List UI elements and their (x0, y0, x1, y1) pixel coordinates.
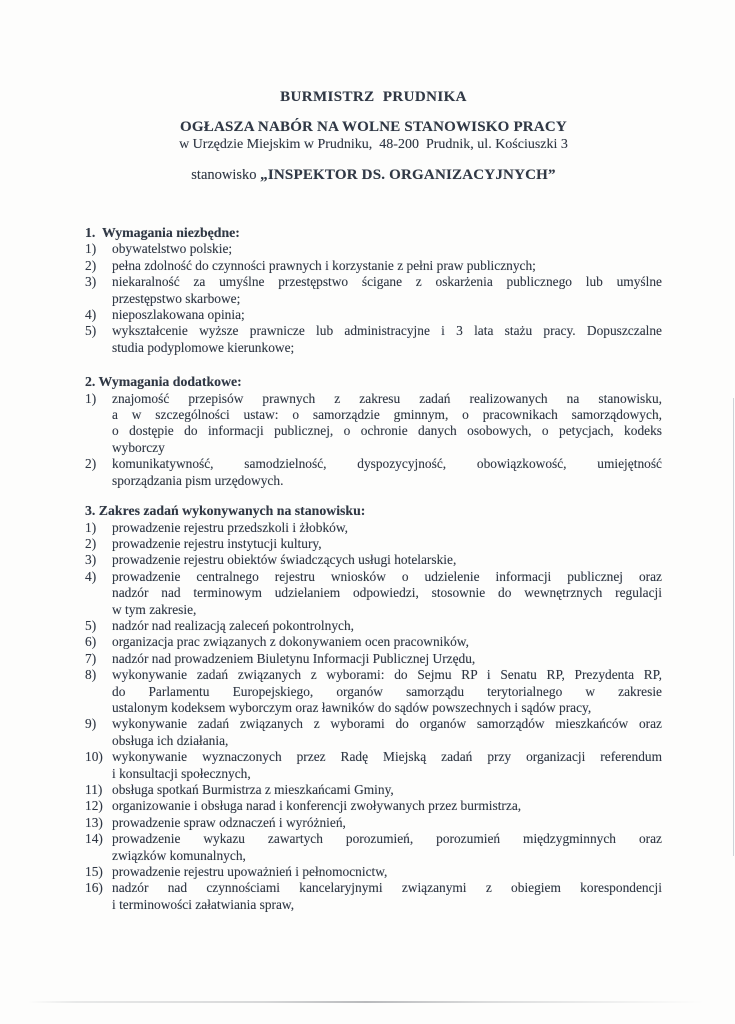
document-issuer: BURMISTRZ PRUDNIKA (280, 89, 467, 105)
list-item-line: obsługa spotkań Burmistrza z mieszkańcami Gminy, (112, 782, 394, 797)
list-item-number: 6) (85, 634, 97, 650)
list-item (85, 864, 662, 880)
list-item-line: w tym zakresie, (112, 601, 197, 617)
list-item (85, 618, 662, 634)
list-item (85, 391, 662, 457)
list-item-number: 7) (85, 650, 97, 666)
list-item (85, 651, 662, 667)
section-heading: 3. Zakres zadań wykonywanych na stanowisku: (85, 503, 366, 519)
list-item-line: i konsultacji społecznych, (112, 765, 251, 781)
list-item (85, 815, 662, 831)
list-item-number: 12) (85, 798, 103, 814)
list-item-line: pełna zdolność do czynności prawnych i korzystanie z pełni praw publicznych; (112, 257, 536, 273)
list-item-line: wykonywanie zadań związanych z wyborami: do Sejmu RP i Senatu RP, Prezydenta RP, (112, 667, 662, 683)
list-item-text (112, 782, 662, 798)
list-item-text (112, 667, 662, 716)
list-item-text (112, 274, 662, 307)
list-item-line: ustalonym kodeksem wyborczym oraz ławników do sądów powszechnych i sądów pracy, (112, 699, 592, 715)
list-item-number: 16) (85, 880, 103, 896)
list-item-line: prowadzenie spraw odznaczeń i wyróżnień, (112, 814, 346, 830)
list-item-number: 10) (85, 749, 103, 765)
list-item (85, 667, 662, 716)
list-item-line: sporządzania pism urzędowych. (112, 472, 284, 488)
list-item-line: organizacja prac związanych z dokonywaniem ocen pracowników, (112, 634, 469, 650)
list-item-number: 5) (85, 323, 97, 339)
list-item-line: prowadzenie rejestru obiektów świadczących usługi hotelarskie, (112, 552, 457, 568)
list-item-number: 13) (85, 814, 103, 830)
list-item (85, 258, 662, 274)
section-heading: 2. Wymagania dodatkowe: (85, 374, 242, 390)
list-item-line: nadzór nad prowadzeniem Biuletynu Informacji Publicznej Urzędu, (112, 650, 476, 666)
list-item-number: 1) (85, 519, 97, 535)
list-item-number: 4) (85, 307, 97, 323)
list-item-number: 11) (85, 782, 103, 797)
list-item-number: 4) (85, 568, 97, 584)
list-item (85, 782, 662, 798)
list-item (85, 520, 662, 536)
section-additional-requirements (85, 374, 662, 489)
list-item-number: 2) (85, 456, 97, 472)
list-item (85, 831, 662, 864)
office-address: w Urzędzie Miejskim w Prudniku, 48-200 Prudnik, ul. Kościuszki 3 (179, 137, 568, 152)
list-item-text (112, 456, 662, 489)
list-item-line: nadzór nad czynnościami kancelaryjnymi związanymi z obiegiem korespondencji (112, 880, 662, 896)
list-item-text (112, 815, 662, 831)
announcement-title: OGŁASZA NABÓR NA WOLNE STANOWISKO PRACY (180, 119, 567, 135)
list-item-line: obsługa ich działania, (112, 732, 229, 748)
list-item-text (112, 323, 662, 356)
list-item-number: 1) (85, 241, 97, 257)
list-item-line: nadzór nad realizacją zaleceń pokontrolnych, (112, 617, 355, 633)
document-content (85, 88, 662, 913)
list-item-line: o dostępie do informacji publicznej, o ochronie danych osobowych, o petycjach, kodeks (112, 423, 662, 439)
list-item-line: i terminowości załatwiania spraw, (112, 896, 295, 912)
list-item-line: nieposzlakowana opinia; (112, 307, 245, 323)
list-item-number: 2) (85, 535, 97, 551)
list-item-number: 15) (85, 864, 103, 880)
position-line (85, 166, 662, 184)
list-item-text (112, 618, 662, 634)
list-item-text (112, 307, 662, 323)
list-item (85, 536, 662, 552)
list-item-line: niekaralność za umyślne przestępstwo ścigane z oskarżenia publicznego lub umyślne (112, 274, 662, 290)
list-item-line: komunikatywność, samodzielność, dyspozycyjność, obowiązkowość, umiejętność (112, 456, 662, 472)
list-item (85, 798, 662, 814)
list-item-line: prowadzenie rejestru upoważnień i pełnomocnictw, (112, 864, 388, 880)
list-item-line: prowadzenie rejestru instytucji kultury, (112, 535, 322, 551)
list-item-number: 3) (85, 552, 97, 568)
list-item-line: wykonywanie wyznaczonych przez Radę Miejską zadań przy organizacji referendum (112, 749, 662, 765)
scan-edge-artifact (733, 398, 735, 856)
list-item-line: do Parlamentu Europejskiego, organów samorządu terytorialnego w zakresie (112, 683, 662, 699)
list-item (85, 716, 662, 749)
list-item-number: 2) (85, 257, 97, 273)
list-item-number: 5) (85, 617, 97, 633)
section-duties (85, 503, 662, 913)
list-item-number: 3) (85, 274, 97, 290)
list-item-text (112, 391, 662, 457)
list-item (85, 880, 662, 913)
scan-fold-line-artifact (28, 1001, 704, 1003)
list-item-line: organizowanie i obsługa narad i konferencji zwoływanych przez burmistrza, (112, 798, 522, 814)
list-item (85, 307, 662, 323)
list-item-text (112, 520, 662, 536)
list-item-line: prowadzenie wykazu zawartych porozumień, porozumień międzygminnych oraz (112, 831, 662, 847)
list-item-line: wykonywanie zadań związanych z wyborami do organów samorządów mieszkańców oraz (112, 716, 662, 732)
list-item-line: studia podyplomowe kierunkowe; (112, 339, 295, 355)
list-item-line: prowadzenie centralnego rejestru wniosków o udzielenie informacji publicznej oraz (112, 568, 662, 584)
list-item-line: znajomość przepisów prawnych z zakresu zadań realizowanych na stanowisku, (112, 390, 662, 406)
list-item-text (112, 749, 662, 782)
list-item-line: prowadzenie rejestru przedszkoli i żłobków, (112, 519, 348, 535)
list-item (85, 552, 662, 568)
list-item-number: 1) (85, 390, 97, 406)
list-item-text (112, 864, 662, 880)
list-item-text (112, 880, 662, 913)
list-item-text (112, 258, 662, 274)
list-item (85, 274, 662, 307)
list-item (85, 241, 662, 257)
section-heading: 1. Wymagania niezbędne: (85, 225, 240, 240)
list-item-text (112, 552, 662, 568)
position-name: „INSPEKTOR DS. ORGANIZACYJNYCH” (260, 167, 556, 183)
list-item-line: wyborczy (112, 439, 165, 455)
list-item-text (112, 798, 662, 814)
list-item-line: a w szczególności ustaw: o samorządzie gminnym, o pracownikach samorządowych, (112, 407, 662, 423)
list-item-text (112, 569, 662, 618)
list-item-line: wykształcenie wyższe prawnicze lub administracyjne i 3 lata stażu pracy. Dopuszczalne (112, 323, 662, 339)
list-item-text (112, 831, 662, 864)
list-item (85, 323, 662, 356)
position-prefix: stanowisko (191, 167, 261, 183)
list-item-text (112, 536, 662, 552)
list-item-line: związków komunalnych, (112, 847, 246, 863)
list-item-text (112, 241, 662, 257)
list-item-number: 14) (85, 831, 103, 847)
list-item-line: przestępstwo skarbowe; (112, 290, 241, 306)
list-item (85, 569, 662, 618)
list-item-text (112, 634, 662, 650)
list-item (85, 456, 662, 489)
list-item (85, 634, 662, 650)
list-item-number: 9) (85, 716, 97, 732)
list-item-line: nadzór nad terminowym udzielaniem odpowiedzi, stosownie do wewnętrznych regulacji (112, 585, 662, 601)
list-item-line: obywatelstwo polskie; (112, 241, 233, 257)
list-item-number: 8) (85, 667, 97, 683)
section-essential-requirements (85, 225, 662, 356)
list-item (85, 749, 662, 782)
list-item-text (112, 716, 662, 749)
list-item-text (112, 651, 662, 667)
